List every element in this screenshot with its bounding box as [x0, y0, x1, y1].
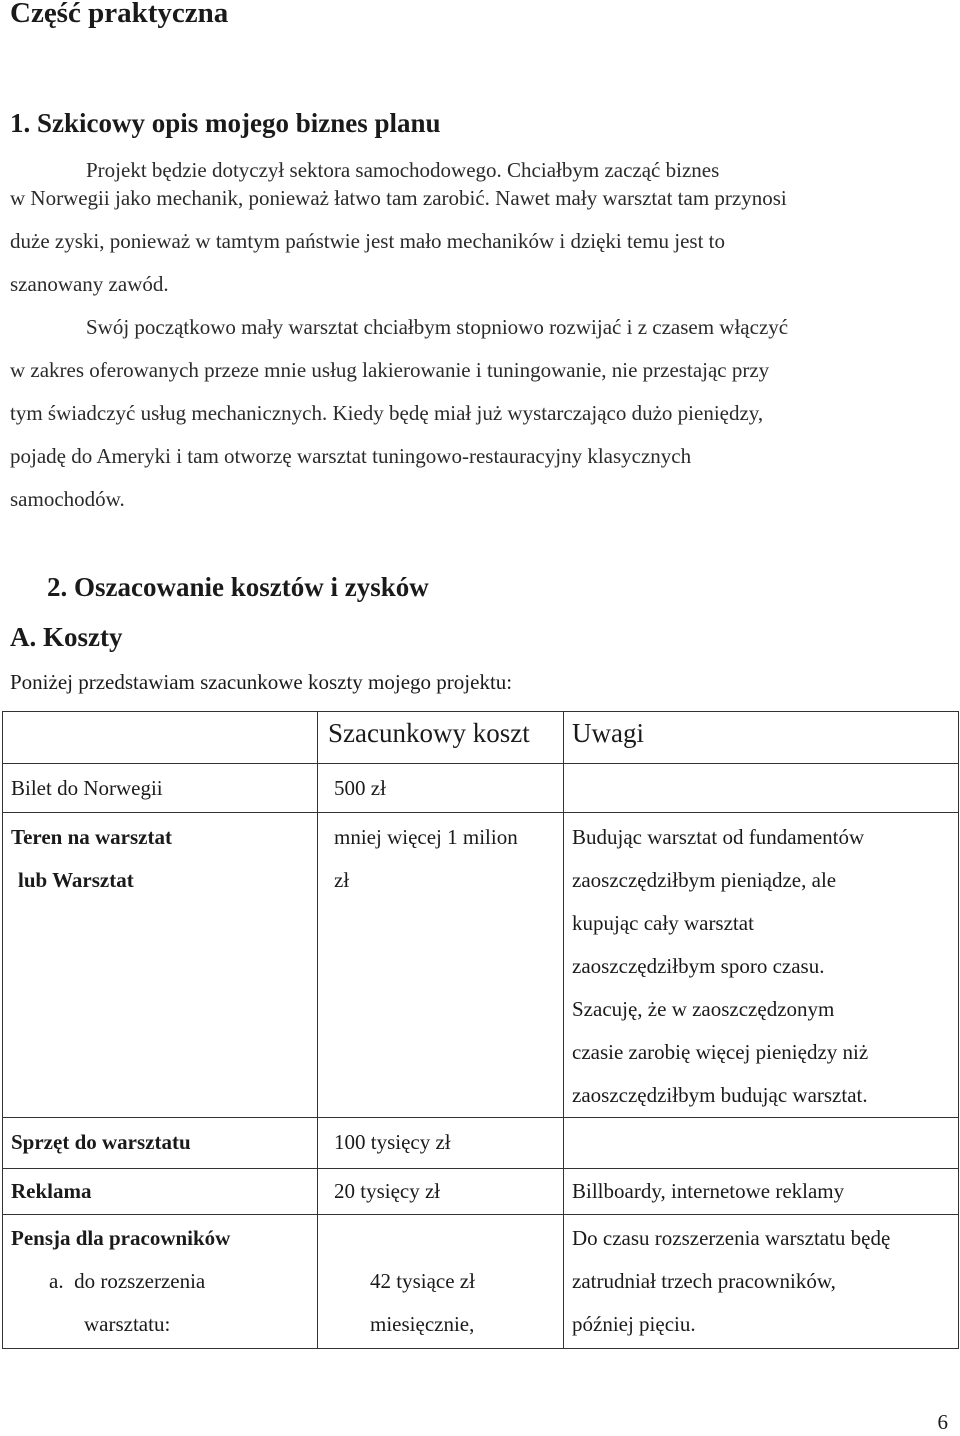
- sub-item-text: do rozszerzenia: [74, 1269, 206, 1293]
- costs-table: [2, 711, 959, 1349]
- table-intro: Poniżej przedstawiam szacunkowe koszty mojego projektu:: [10, 670, 513, 694]
- sub-item-text: warsztatu:: [84, 1312, 171, 1336]
- item-cell: [3, 1215, 318, 1349]
- paragraph-line: szanowany zawód.: [10, 272, 169, 296]
- note-text: zatrudniał trzech pracowników,: [572, 1269, 836, 1293]
- cost-text: mniej więcej 1 milion: [334, 825, 518, 849]
- paragraph-line: Swój początkowo mały warsztat chciałbym stopniowo rozwijać i z czasem włączyć: [86, 315, 789, 339]
- cost-cell: [318, 1118, 564, 1169]
- cost-cell: [318, 1169, 564, 1215]
- item-text: Pensja dla pracowników: [11, 1226, 231, 1250]
- paragraph-line: w zakres oferowanych przeze mnie usług lakierowanie i tuningowanie, nie przestając przy: [10, 358, 770, 382]
- sub-item: [11, 1260, 309, 1303]
- item-text: Bilet do Norwegii: [11, 776, 163, 800]
- note-text: zaoszczędziłbym budując warsztat.: [572, 1083, 868, 1107]
- cost-text: 42 tysiące zł: [370, 1269, 475, 1293]
- note-text: Do czasu rozszerzenia warsztatu będę: [572, 1226, 891, 1250]
- header-cell-cost: Szacunkowy koszt: [318, 712, 564, 764]
- paragraph-line: samochodów.: [10, 487, 125, 511]
- paragraph-line: tym świadczyć usług mechanicznych. Kiedy będę miał już wystarczająco dużo pieniędzy,: [10, 401, 764, 425]
- note-text: czasie zarobię więcej pieniędzy niż: [572, 1040, 869, 1064]
- note-text: zaoszczędziłbym sporo czasu.: [572, 954, 825, 978]
- page-number: 6: [937, 1410, 948, 1434]
- item-text: Sprzęt do warsztatu: [11, 1130, 191, 1154]
- note-text: Szacuję, że w zaoszczędzonym: [572, 997, 835, 1021]
- note-cell: [564, 813, 959, 1118]
- item-cell: [3, 1118, 318, 1169]
- paragraph-line: w Norwegii jako mechanik, ponieważ łatwo tam zarobić. Nawet mały warsztat tam przynosi: [10, 186, 787, 210]
- table-header-row: [3, 712, 959, 764]
- header-cell-notes: Uwagi: [564, 712, 959, 764]
- table-row: [3, 813, 959, 1118]
- note-cell: [564, 1118, 959, 1169]
- header-cell-item: [3, 712, 318, 764]
- paragraph-line: duże zyski, ponieważ w tamtym państwie jest mało mechaników i dzięki temu jest to: [10, 229, 725, 253]
- section2-title: 2. Oszacowanie kosztów i zysków: [47, 572, 429, 602]
- cost-text: 20 tysięcy zł: [334, 1179, 441, 1203]
- paragraph-line: pojadę do Ameryki i tam otworzę warsztat tuningowo-restauracyjny klasycznych: [10, 444, 692, 468]
- cost-text: 100 tysięcy zł: [334, 1130, 451, 1154]
- section1-title: 1. Szkicowy opis mojego biznes planu: [10, 108, 441, 138]
- table-row: [3, 1169, 959, 1215]
- cost-cell: [318, 813, 564, 1118]
- list-marker: a.: [49, 1269, 64, 1293]
- note-text: zaoszczędziłbym pieniądze, ale: [572, 868, 837, 892]
- cost-text: zł: [334, 868, 350, 892]
- item-text: Reklama: [11, 1179, 92, 1203]
- cost-text: 500 zł: [334, 776, 386, 800]
- note-text: Budując warsztat od fundamentów: [572, 825, 865, 849]
- table-row: [3, 764, 959, 813]
- cost-cell: [318, 1215, 564, 1349]
- item-cell: [3, 764, 318, 813]
- note-text: kupując cały warsztat: [572, 911, 754, 935]
- note-cell: [564, 1215, 959, 1349]
- cost-text: miesięcznie,: [370, 1312, 475, 1336]
- item-text: Teren na warsztat: [11, 825, 172, 849]
- note-cell: [564, 1169, 959, 1215]
- note-cell: [564, 764, 959, 813]
- item-cell: [3, 1169, 318, 1215]
- table-row: [3, 1118, 959, 1169]
- page-heading: Część praktyczna: [10, 0, 229, 29]
- item-cell: [3, 813, 318, 1118]
- note-text: Billboardy, internetowe reklamy: [572, 1179, 845, 1203]
- section2-subtitle: A. Koszty: [10, 622, 123, 652]
- paragraph-line: Projekt będzie dotyczył sektora samochodowego. Chciałbym zacząć biznes: [86, 158, 720, 182]
- cost-cell: [318, 764, 564, 813]
- item-text: lub Warsztat: [18, 868, 134, 892]
- note-text: później pięciu.: [572, 1312, 696, 1336]
- table-row: [3, 1215, 959, 1349]
